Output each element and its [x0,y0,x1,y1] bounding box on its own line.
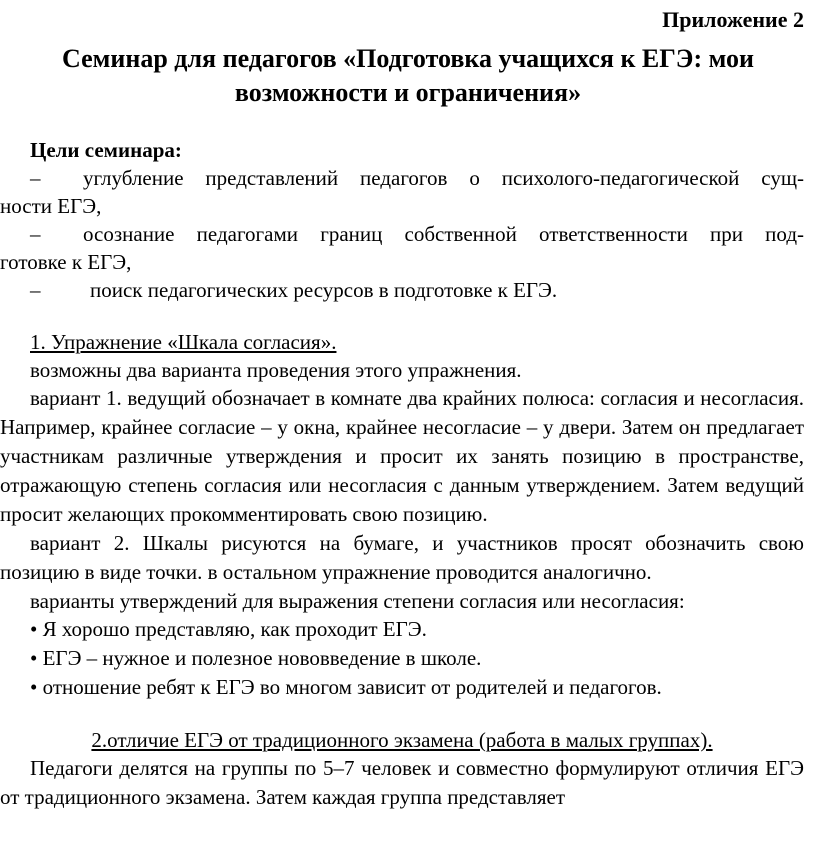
goal-text-line1: поиск педагогических ресурсов в подготовке к ЕГЭ. [90,278,558,302]
section2-title: 2.отличие ЕГЭ от традиционного экзамена (работа в малых группах). [91,728,713,752]
section1-variant2: вариант 2. Шкалы рисуются на бумаге, и участников просят обозначить свою позицию в виде точки. в остальном упражнение проводится аналогично. [0,531,804,584]
goal-dash: – [30,166,41,190]
title-line-1: Семинар для педагогов «Подготовка учащихся к ЕГЭ: мои [62,44,754,73]
goal-item [0,276,804,304]
document-body [0,136,804,812]
goal-text-line2: готовке к ЕГЭ, [0,250,132,274]
appendix-label: Приложение 2 [662,7,804,32]
statement-bullet: • Я хорошо представляю, как проходит ЕГЭ. [30,617,427,641]
goal-text-line1: углубление представлений педагогов о психолого-педагогической сущ- [83,166,804,190]
section1-intro: возможны два варианта проведения этого упражнения. [30,358,522,382]
section1-statements-intro: варианты утверждений для выражения степени согласия или несогласия: [30,589,685,613]
section1-variant1: вариант 1. ведущий обозначает в комнате два крайних полюса: согласия и несогласия. Например, крайнее согласие – у окна, крайнее несогласие – у двери. Затем он предлагает участникам различные утверждения и просит их занять позицию в пространстве, отражающую степень согласия или несогласия с данным утверждением. Затем ведущий просит желающих прокомментировать свою позицию. [0,386,804,526]
goal-text-line1: осознание педагогами границ собственной ответственности при под- [83,222,804,246]
goal-dash: – [30,278,41,302]
document-title [0,42,816,110]
statement-bullet: • отношение ребят к ЕГЭ во многом зависит от родителей и педагогов. [30,675,662,699]
statement-bullet: • ЕГЭ – нужное и полезное нововведение в школе. [30,646,482,670]
goal-item [0,164,804,220]
goal-dash: – [30,222,41,246]
title-line-2: возможности и ограничения» [234,78,582,107]
goal-item [0,220,804,276]
goals-heading: Цели семинара: [30,138,182,162]
section1-title: 1. Упражнение «Шкала согласия». [30,330,337,354]
section2-text: Педагоги делятся на группы по 5–7 человек и совместно формулируют отличия ЕГЭ от традиционного экзамена. Затем каждая группа представляет [0,756,804,809]
goal-text-line2: ности ЕГЭ, [0,194,102,218]
